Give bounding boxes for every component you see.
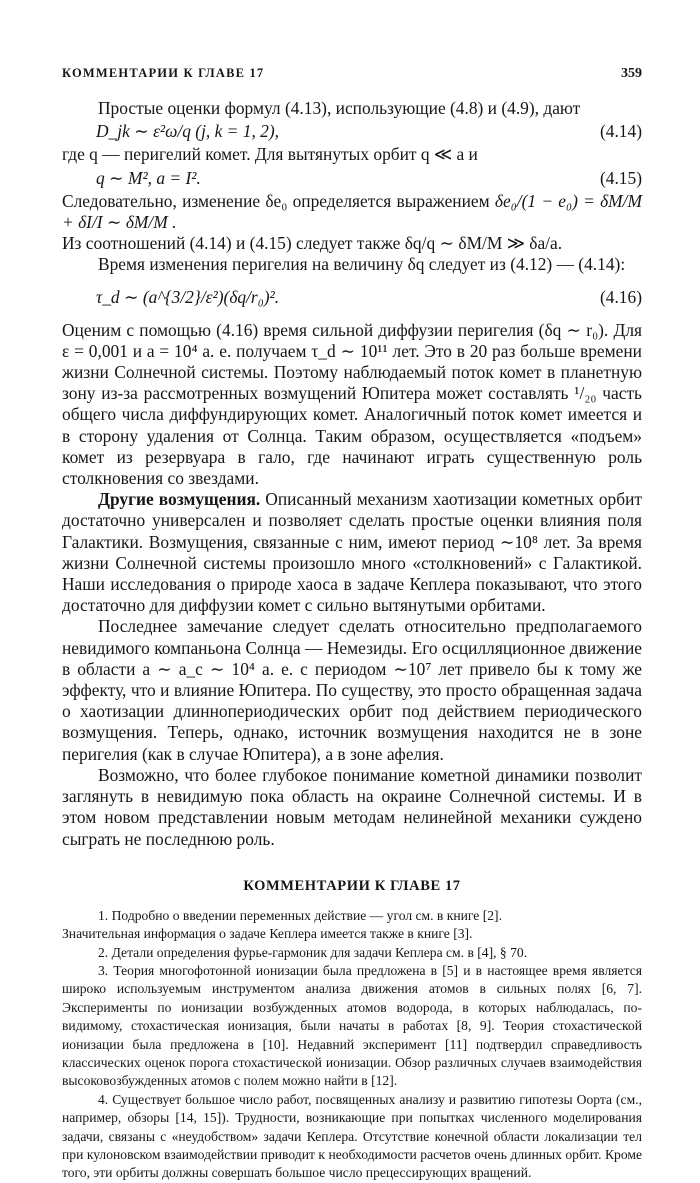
comments-heading: КОММЕНТАРИИ К ГЛАВЕ 17 (243, 877, 461, 894)
running-head-title: КОММЕНТАРИИ К ГЛАВЕ 17 (62, 66, 265, 80)
note-4: 4. Существует большое число работ, посвященных анализу и развитию гипотезы Оорта (см., например, обзоры [14, 15]). Трудности, возникающие при попытках численного моделирования задачи, связаны с «неудобством» задачи Кеплера. Отсутствие конечной области локализации тел при кулоновском взаимодействии приводит к необходимости расчетов очень длинных орбит. Кроме того, эти орбиты должны совершать большое число прецессирующих вращений. (62, 1091, 642, 1181)
equation-4-15 (62, 168, 642, 189)
paragraph-4: Из соотношений (4.14) и (4.15) следует также δq/q ∼ δM/M ≫ δa/a. (62, 233, 563, 254)
paragraph-1: Простые оценки формул (4.13), использующие (4.8) и (4.9), дают (98, 98, 581, 118)
equation-4-16-formula: τ_d ∼ (a^{3/2}/ε²)(δq/r₀)². (96, 287, 280, 308)
paragraph-2: где q — перигелий комет. Для вытянутых орбит q ≪ a и (62, 144, 478, 165)
equation-4-14 (62, 121, 642, 142)
note-3: 3. Теория многофотонной ионизации была предложена в [5] и в настоящее время является широко используемым инструментом анализа движения атомов в сильных полях [6, 7]. Эксперименты по ионизации возбужденных атомов водорода, в которых наблюдалась, по-видимому, стохастическая ионизация, были начаты в работах [8, 9]. Теория стохастической ионизации была предложена в [10]. Недавний эксперимент [11] подтвердил справедливость классических оценок порога стохастической ионизации. Обзор различных случаев взаимодействия высоковозбужденных атомов с полем можно найти в [12]. (62, 962, 642, 1089)
equation-4-16 (62, 278, 642, 318)
paragraph-3-text: Следовательно, изменение δe₀ определяется выражением (62, 190, 490, 211)
note-2: 2. Детали определения фурье-гармоник для задачи Кеплера см. в [4], § 70. (98, 944, 528, 960)
paragraph-7-heading: Другие возмущения. (98, 489, 261, 510)
equation-4-16-label: (4.16) (599, 287, 642, 308)
paragraph-7-text: Описанный механизм хаотизации кометных орбит достаточно универсален и позволяет сделать простые оценки влияния поля Галактики. Возмущения, связанные с ним, имеют период ∼10⁸ лет. За время жизни Солнечной системы произошло много «столкновений» с Галактикой. Наши исследования о природе хаоса в задаче Кеплера показывают, что этого достаточно для диффузии комет с сильно вытянутыми орбитами. (62, 489, 642, 616)
paragraph-8: Последнее замечание следует сделать относительно предполагаемого невидимого компаньона Солнца — Немезиды. Его осцилляционное движение в области a ∼ a_c ∼ 10⁴ а. е. с периодом ∼10⁷ лет привело бы к тому же эффекту, что и влияние Юпитера. По существу, это просто обращенная задача о хаотизации длиннопериодических орбит под действием периодического возмущения. Теперь, однако, источник возмущения находится не в зоне перигелия (как в случае Юпитера), а в зоне афелия. (62, 616, 642, 764)
note-1-continued: Значительная информация о задаче Кеплера имеется также в книге [3]. (62, 926, 473, 942)
paragraph-9: Возможно, что более глубокое понимание кометной динамики позволит заглянуть в невидимую пока область на окраине Солнечной системы. И в этом новом представлении новым методам нелинейной механики суждено сыграть не последнюю роль. (62, 764, 642, 849)
note-1: 1. Подробно о введении переменных действие — угол см. в книге [2]. (98, 907, 502, 923)
equation-4-15-formula: q ∼ M², a = I². (96, 167, 201, 188)
equation-4-14-formula: D_jk ∼ ε²ω/q (j, k = 1, 2), (96, 121, 279, 142)
equation-4-14-label: (4.14) (599, 121, 642, 142)
paragraph-5: Время изменения перигелия на величину δq следует из (4.12) — (4.14): (98, 254, 626, 275)
paragraph-3-formula: δe₀/(1 − e₀) = δM/M + δI/I ∼ δM/M . (62, 190, 642, 233)
paragraph-6: Оценим с помощью (4.16) время сильной диффузии перигелия (δq ∼ r₀). Для ε = 0,001 и a = 10⁴ а. е. получаем τ_d ∼ 10¹¹ лет. Это в 20 раз больше времени жизни Солнечной системы. Поэтому наблюдаемый поток комет в планетную зону из-за рассмотренных возмущений Юпитера может составлять ¹/₂₀ часть общего числа диффундирующих комет. Аналогичный поток комет имеется и в сторону удаления от Солнца. Таким образом, осуществляется «подъем» комет из резервуара в гало, где начинают играть существенную роль столкновения со звездами. (62, 319, 642, 489)
page-number: 359 (621, 66, 642, 81)
equation-4-15-label: (4.15) (599, 167, 642, 188)
paragraph-7 (62, 489, 642, 616)
paragraph-3 (62, 191, 642, 233)
comments-notes (62, 907, 642, 1183)
running-head (62, 66, 642, 82)
main-text (62, 98, 642, 850)
